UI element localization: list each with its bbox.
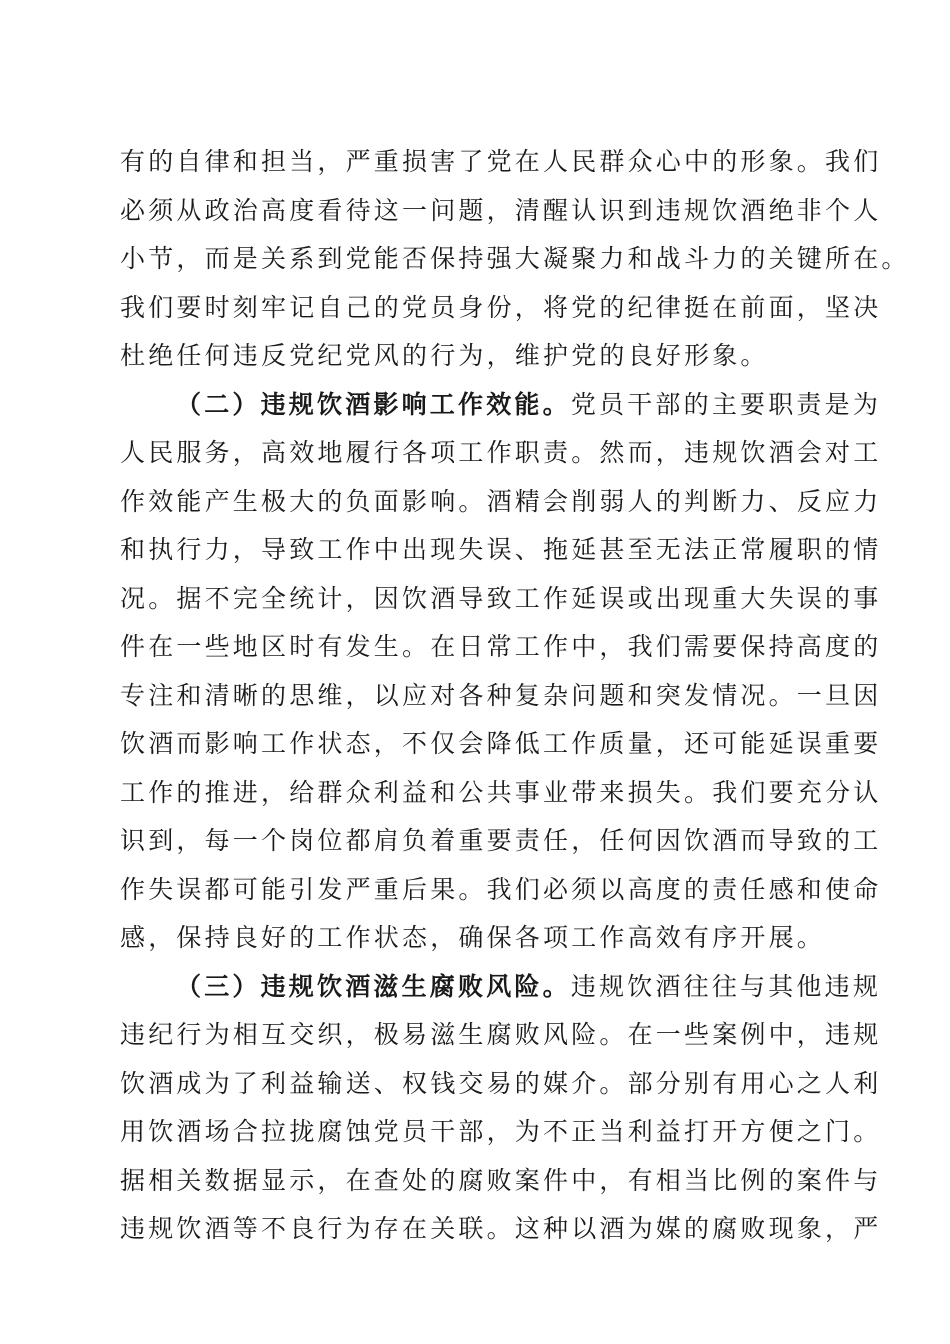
body-text <box>120 138 910 1254</box>
text-line: 专注和清晰的思维，以应对各种复杂问题和突发情况。一旦因 <box>120 680 882 710</box>
text-line: 作失误都可能引发严重后果。我们必须以高度的责任感和使命 <box>120 874 882 904</box>
text-line: 人民服务，高效地履行各项工作职责。然而，违规饮酒会对工 <box>120 438 882 467</box>
section-2-lead-text: 党员干部的主要职责是为 <box>570 389 882 419</box>
text-line: 我们要时刻牢记自己的党员身份，将党的纪律挺在前面，坚决 <box>120 292 882 322</box>
text-line: 况。据不完全统计，因饮酒导致工作延误或出现重大失误的事 <box>120 583 882 613</box>
text-line: 和执行力，导致工作中出现失误、拖延甚至无法正常履职的情 <box>120 535 882 564</box>
section-2-heading: （二）违规饮酒影响工作效能。 <box>176 389 571 419</box>
section-3-lead-text: 违规饮酒往往与其他违规 <box>570 971 882 1001</box>
text-line: 小节，而是关系到党能否保持强大凝聚力和战斗力的关键所在。 <box>120 244 910 273</box>
section-3-heading: （三）违规饮酒滋生腐败风险。 <box>176 971 571 1001</box>
text-line: 饮酒成为了利益输送、权钱交易的媒介。部分别有用心之人利 <box>120 1068 882 1098</box>
text-line: 据相关数据显示，在查处的腐败案件中，有相当比例的案件与 <box>120 1165 882 1195</box>
text-line: 违规饮酒等不良行为存在关联。这种以酒为媒的腐败现象，严 <box>120 1214 882 1243</box>
section-2-first-line <box>120 381 882 430</box>
text-line: 用饮酒场合拉拢腐蚀党员干部，为不正当利益打开方便之门。 <box>120 1117 882 1146</box>
text-line: 杜绝任何违反党纪党风的行为，维护党的良好形象。 <box>120 341 769 370</box>
text-line: 工作的推进，给群众利益和公共事业带来损失。我们要充分认 <box>120 777 882 807</box>
text-line: 违纪行为相互交织，极易滋生腐败风险。在一些案例中，违规 <box>120 1020 882 1049</box>
text-line: 件在一些地区时有发生。在日常工作中，我们需要保持高度的 <box>120 632 882 661</box>
section-3-first-line <box>120 963 882 1012</box>
text-line: 有的自律和担当，严重损害了党在人民群众心中的形象。我们 <box>120 147 882 176</box>
text-line: 识到，每一个岗位都肩负着重要责任，任何因饮酒而导致的工 <box>120 826 882 855</box>
text-line: 必须从政治高度看待这一问题，清醒认识到违规饮酒绝非个人 <box>120 195 882 225</box>
text-line: 感，保持良好的工作状态，确保各项工作高效有序开展。 <box>120 923 826 952</box>
text-line: 饮酒而影响工作状态，不仅会降低工作质量，还可能延误重要 <box>120 729 882 758</box>
text-line: 作效能产生极大的负面影响。酒精会削弱人的判断力、反应力 <box>120 486 882 516</box>
